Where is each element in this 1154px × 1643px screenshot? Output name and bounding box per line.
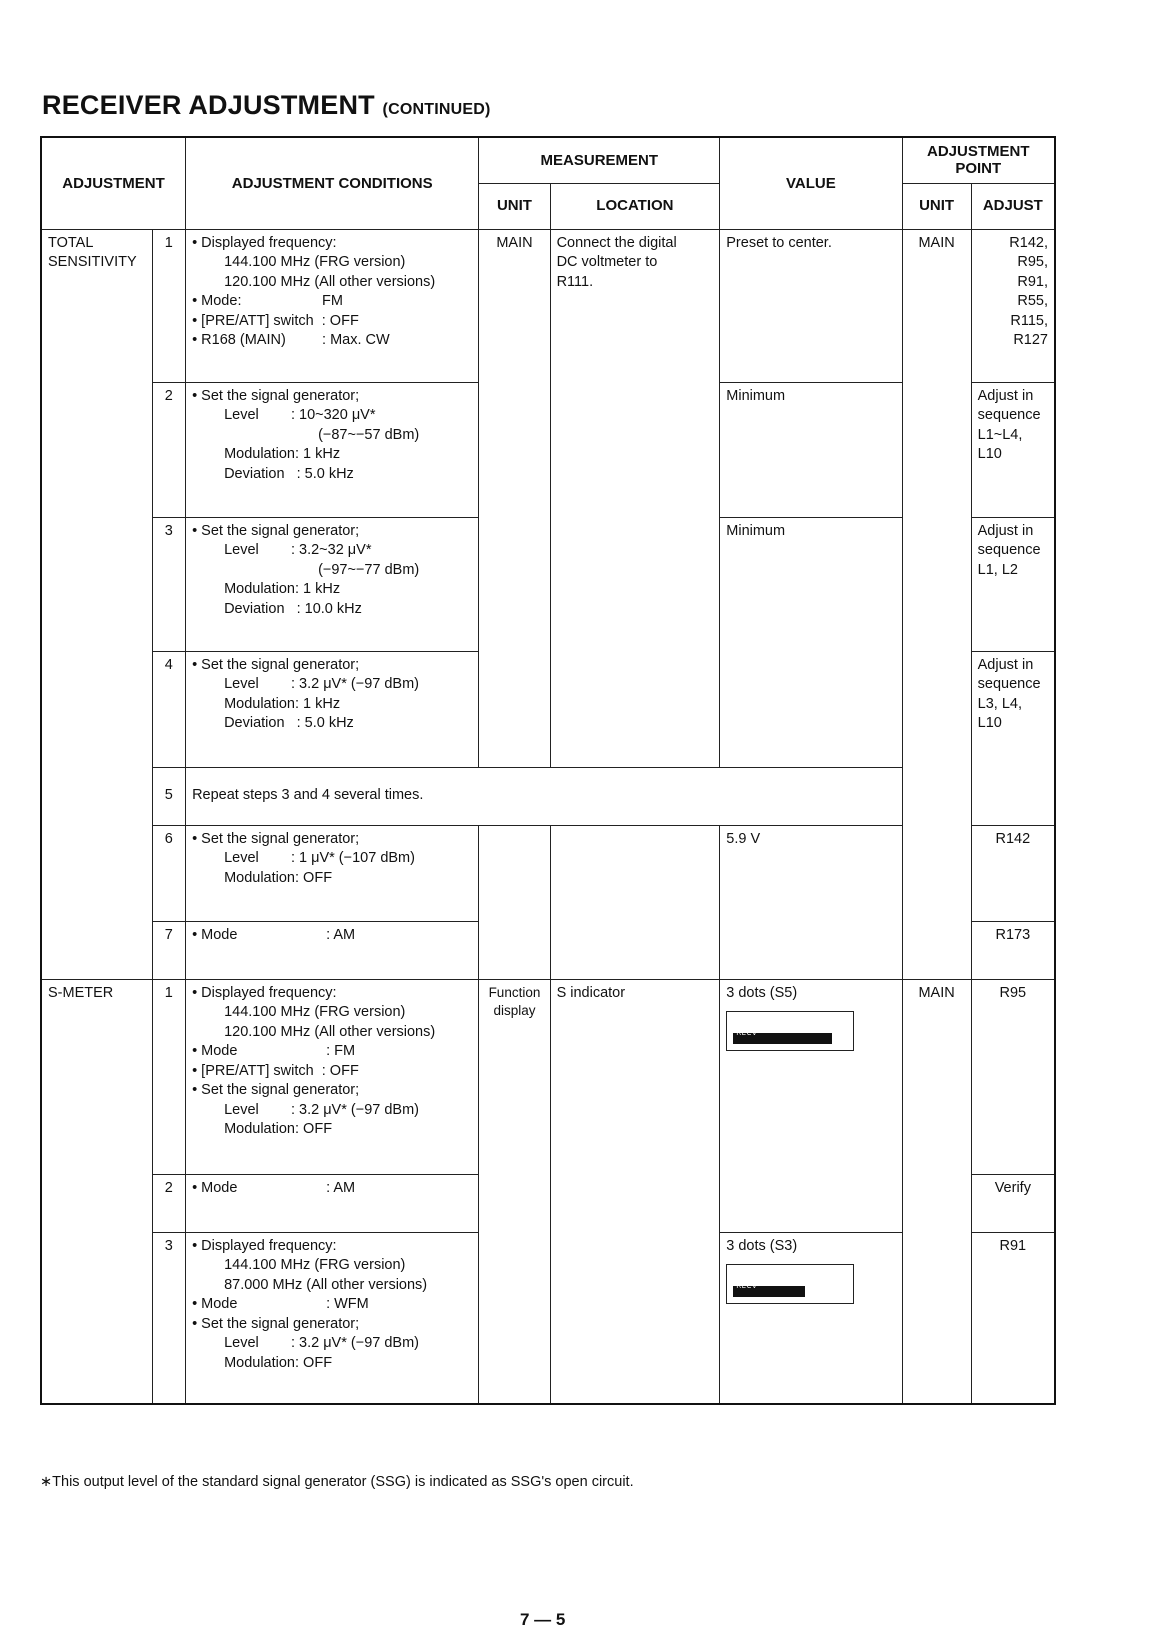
- adjust-cell: [971, 382, 1055, 517]
- condition-line: • Displayed frequency:: [192, 984, 337, 1001]
- measurement-location: [550, 229, 720, 767]
- value-cell: [720, 1232, 902, 1404]
- adjustment-name-smeter: S-METER: [41, 979, 152, 1404]
- condition-line: • [PRE/ATT] switch : OFF: [192, 1062, 359, 1079]
- adjust-line: R91,: [1017, 273, 1048, 290]
- recv-label: RECV: [736, 1028, 758, 1037]
- title-main: RECEIVER ADJUSTMENT: [42, 90, 375, 120]
- condition-line: Modulation: 1 kHz: [224, 446, 341, 462]
- adjust-line: L1~L4,: [977, 426, 1023, 443]
- condition-line: Deviation : 5.0 kHz: [224, 465, 354, 482]
- condition-line: • Set the signal generator;: [192, 1082, 360, 1098]
- header-value: VALUE: [720, 137, 902, 229]
- condition-line: 120.100 MHz (All other versions): [224, 1023, 436, 1040]
- condition-line: 120.100 MHz (All other versions): [224, 273, 436, 290]
- adjust-cell: Verify: [971, 1174, 1055, 1232]
- condition-line: • Set the signal generator;: [192, 387, 360, 404]
- condition-line: 144.100 MHz (FRG version): [224, 1004, 406, 1020]
- condition-line: • Mode : FM: [192, 1043, 356, 1059]
- adjust-line: L10: [977, 715, 1002, 731]
- adjust-cell: R173: [971, 921, 1055, 979]
- condition-line: • R168 (MAIN) : Max. CW: [192, 332, 390, 348]
- adjust-cell: R95: [971, 979, 1055, 1174]
- adjust-line: R115,: [1010, 312, 1048, 329]
- condition-line: Level : 3.2 μV* (−97 dBm): [224, 676, 419, 692]
- header-ap-adjust: ADJUST: [971, 183, 1055, 229]
- header-unit: UNIT: [479, 183, 550, 229]
- adjust-line: R95,: [1017, 254, 1048, 270]
- adjust-line: R142,: [1009, 234, 1048, 251]
- measurement-location: S indicator: [550, 979, 720, 1404]
- value-cell: 5.9 V: [720, 825, 902, 979]
- conditions-cell: [186, 651, 479, 767]
- adjust-cell: [971, 651, 1055, 825]
- adjust-line: R55,: [1017, 293, 1048, 309]
- step-number: 2: [152, 1174, 186, 1232]
- condition-line: 144.100 MHz (FRG version): [224, 1257, 406, 1273]
- adjustment-name-line: SENSITIVITY: [48, 254, 137, 270]
- footnote: ∗This output level of the standard signal generator (SSG) is indicated as SSG's open circuit.: [40, 1474, 634, 1490]
- step-number: 6: [152, 825, 186, 921]
- condition-line: 144.100 MHz (FRG version): [224, 254, 406, 270]
- conditions-cell: • Mode : AM: [186, 921, 479, 979]
- adjust-cell: [971, 229, 1055, 382]
- conditions-cell: • Mode : AM: [186, 1174, 479, 1232]
- value-text: 3 dots (S5): [726, 984, 798, 1001]
- header-location: LOCATION: [550, 183, 720, 229]
- step-number: 1: [152, 229, 186, 382]
- conditions-cell: [186, 1232, 479, 1404]
- conditions-cell: [186, 825, 479, 921]
- location-line: Connect the digital: [556, 234, 677, 251]
- s-meter-display: [726, 1011, 854, 1051]
- adjustment-name-total: [41, 229, 152, 979]
- adjust-line: sequence: [977, 676, 1041, 692]
- adjustment-point-unit: MAIN: [902, 979, 971, 1404]
- header-adjustment-point: ADJUSTMENT POINT: [902, 137, 1055, 183]
- value-cell: Preset to center.: [720, 229, 902, 382]
- condition-line: Level : 1 μV* (−107 dBm): [224, 850, 415, 866]
- condition-line: • Mode: FM: [192, 293, 343, 309]
- value-cell: Minimum: [720, 517, 902, 767]
- condition-line: • Set the signal generator;: [192, 522, 360, 539]
- condition-line: • Displayed frequency:: [192, 234, 337, 251]
- adjust-line: L3, L4,: [977, 695, 1022, 712]
- adjust-cell: R142: [971, 825, 1055, 921]
- page-title: [42, 90, 491, 121]
- adjustment-point-unit: MAIN: [902, 229, 971, 979]
- measurement-unit: [479, 979, 550, 1404]
- condition-line: (−97~−77 dBm): [318, 561, 420, 578]
- condition-line: (−87~−57 dBm): [318, 426, 420, 443]
- condition-line: Modulation: OFF: [224, 1121, 333, 1137]
- condition-line: Level : 3.2 μV* (−97 dBm): [224, 1335, 419, 1351]
- condition-line: Level : 3.2 μV* (−97 dBm): [224, 1101, 419, 1118]
- step-number: 1: [152, 979, 186, 1174]
- step-number: 2: [152, 382, 186, 517]
- adjust-line: sequence: [977, 407, 1041, 423]
- step-number: 4: [152, 651, 186, 767]
- conditions-cell: [186, 229, 479, 382]
- adjust-line: Adjust in: [977, 522, 1034, 539]
- step-number: 7: [152, 921, 186, 979]
- adjust-cell: R91: [971, 1232, 1055, 1404]
- step-number: 5: [152, 767, 186, 825]
- page-number: 7 — 5: [520, 1610, 566, 1629]
- adjust-line: sequence: [977, 542, 1041, 558]
- adjust-line: Adjust in: [977, 387, 1034, 404]
- header-measurement: MEASUREMENT: [479, 137, 720, 183]
- condition-line: Modulation: 1 kHz: [224, 581, 341, 597]
- adjust-line: Adjust in: [977, 656, 1034, 673]
- step-number: 3: [152, 1232, 186, 1404]
- header-adjustment: ADJUSTMENT: [41, 137, 186, 229]
- condition-line: Modulation: OFF: [224, 1354, 333, 1371]
- unit-line: display: [493, 1002, 536, 1018]
- unit-line: Function: [488, 984, 541, 1000]
- adjustment-table: [40, 136, 1056, 1405]
- adjust-line: L10: [977, 446, 1002, 462]
- condition-line: Level : 10~320 μV*: [224, 407, 376, 423]
- header-conditions: ADJUSTMENT CONDITIONS: [186, 137, 479, 229]
- value-cell: [720, 979, 902, 1232]
- condition-line: • Set the signal generator;: [192, 656, 360, 673]
- adjust-line: R127: [1013, 332, 1048, 348]
- condition-line: Level : 3.2~32 μV*: [224, 542, 372, 558]
- table-row: [41, 979, 1055, 1174]
- condition-line: • Mode : WFM: [192, 1296, 369, 1312]
- condition-line: Deviation : 5.0 kHz: [224, 715, 354, 731]
- header-ap-unit: UNIT: [902, 183, 971, 229]
- measurement-unit-empty: [479, 825, 550, 979]
- condition-line: • Displayed frequency:: [192, 1237, 337, 1254]
- location-line: R111.: [556, 273, 594, 290]
- conditions-cell: Repeat steps 3 and 4 several times.: [186, 767, 902, 825]
- conditions-cell: [186, 517, 479, 651]
- condition-line: Modulation: OFF: [224, 869, 333, 886]
- condition-line: 87.000 MHz (All other versions): [224, 1276, 428, 1293]
- condition-line: • Set the signal generator;: [192, 1315, 360, 1332]
- adjustment-name-line: TOTAL: [48, 234, 94, 251]
- step-number: 3: [152, 517, 186, 651]
- value-cell: Minimum: [720, 382, 902, 517]
- condition-line: • [PRE/ATT] switch : OFF: [192, 312, 359, 329]
- condition-line: • Set the signal generator;: [192, 830, 360, 847]
- adjust-cell: [971, 517, 1055, 651]
- table-row: [41, 229, 1055, 382]
- conditions-cell: [186, 382, 479, 517]
- s-meter-display: [726, 1264, 854, 1304]
- title-sub: (CONTINUED): [382, 101, 491, 118]
- recv-label: RECV: [736, 1281, 758, 1290]
- location-line: DC voltmeter to: [556, 254, 658, 270]
- adjust-line: L1, L2: [977, 561, 1018, 578]
- measurement-location-empty: [550, 825, 720, 979]
- condition-line: Modulation: 1 kHz: [224, 695, 341, 712]
- measurement-unit: MAIN: [479, 229, 550, 767]
- value-text: 3 dots (S3): [726, 1237, 798, 1254]
- conditions-cell: [186, 979, 479, 1174]
- condition-line: Deviation : 10.0 kHz: [224, 600, 362, 617]
